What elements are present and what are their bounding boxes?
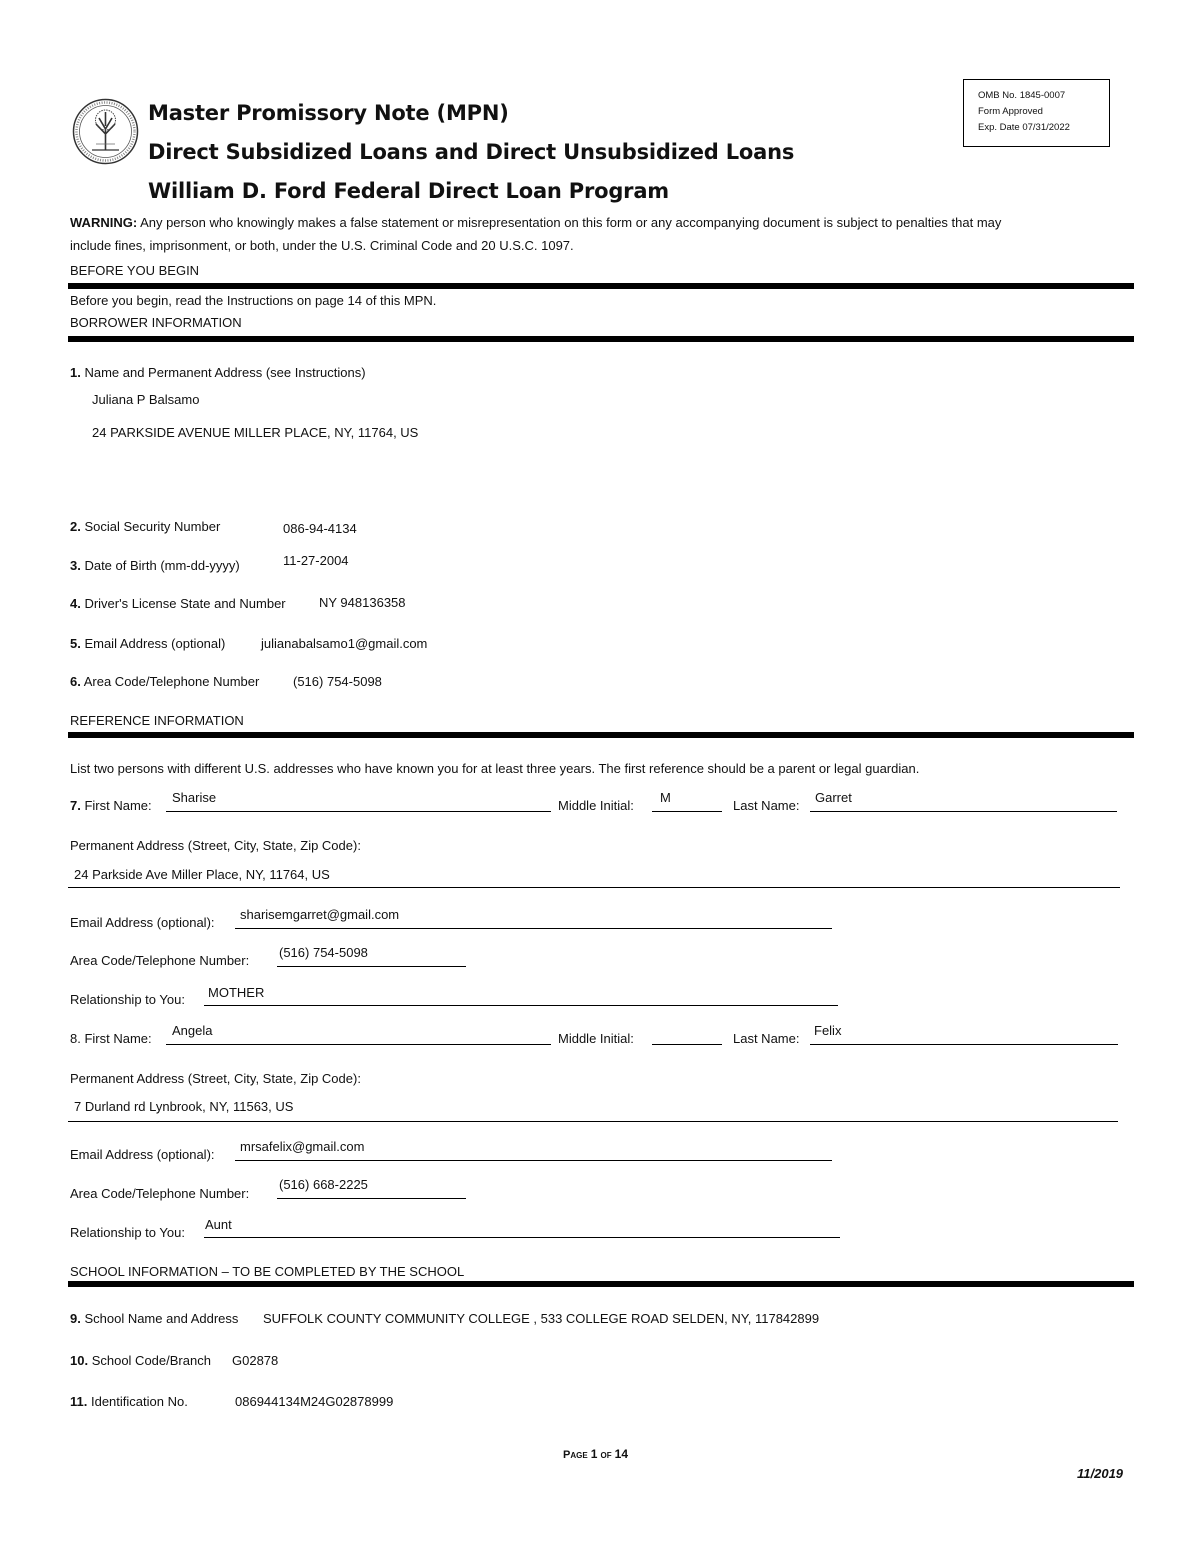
ref1-last-name-field[interactable]: Garret: [815, 790, 852, 805]
ref1-address-line: [68, 887, 1120, 888]
item-3-label: 3. Date of Birth (mm-dd-yyyy): [70, 558, 240, 573]
warning-line2: include fines, imprisonment, or both, under the U.S. Criminal Code and 20 U.S.C. 1097.: [70, 238, 574, 253]
ref2-relationship-label: Relationship to You:: [70, 1225, 185, 1240]
item-5-label: 5. Email Address (optional): [70, 636, 226, 651]
borrower-address[interactable]: 24 PARKSIDE AVENUE MILLER PLACE, NY, 11764, US: [92, 425, 419, 440]
item-1-label: 1. Name and Permanent Address (see Instructions): [70, 365, 366, 380]
borrower-name[interactable]: Juliana P Balsamo: [92, 392, 200, 407]
ref2-relationship-field[interactable]: Aunt: [205, 1217, 232, 1232]
ref2-relationship-line: [204, 1237, 840, 1238]
item-11-label: 11. Identification No.: [70, 1394, 188, 1409]
ref1-mi-field[interactable]: M: [660, 790, 671, 805]
ref2-address-line: [68, 1121, 1118, 1122]
ref2-address-field[interactable]: 7 Durland rd Lynbrook, NY, 11563, US: [74, 1099, 294, 1114]
ref1-relationship-label: Relationship to You:: [70, 992, 185, 1007]
ref1-phone-field[interactable]: (516) 754-5098: [279, 945, 368, 960]
ref2-last-name-line: [810, 1044, 1118, 1045]
section-rule: [68, 1281, 1134, 1287]
ref1-phone-line: [277, 966, 466, 967]
ref1-first-name-line: [166, 811, 551, 812]
ref1-mi-label: Middle Initial:: [558, 798, 634, 813]
ref2-email-field[interactable]: mrsafelix@gmail.com: [240, 1139, 365, 1154]
ref2-phone-label: Area Code/Telephone Number:: [70, 1186, 250, 1201]
ref2-address-label: Permanent Address (Street, City, State, Zip Code):: [70, 1071, 361, 1086]
ref2-phone-field[interactable]: (516) 668-2225: [279, 1177, 368, 1192]
section-heading-borrower: BORROWER INFORMATION: [70, 315, 242, 330]
ref1-address-label: Permanent Address (Street, City, State, Zip Code):: [70, 838, 361, 853]
ref2-phone-line: [277, 1198, 466, 1199]
ref2-first-name-label: 8. First Name:: [70, 1031, 152, 1046]
drivers-license-field[interactable]: NY 948136358: [319, 595, 406, 610]
expiration-date: Exp. Date 07/31/2022: [978, 122, 1070, 133]
ref2-email-line: [235, 1160, 832, 1161]
identification-number-field[interactable]: 086944134M24G02878999: [235, 1394, 394, 1409]
page-number: Page 1 of 14: [563, 1447, 629, 1461]
item-9-label: 9. School Name and Address: [70, 1311, 239, 1326]
email-field[interactable]: julianabalsamo1@gmail.com: [261, 636, 428, 651]
ref1-first-name-field[interactable]: Sharise: [172, 790, 217, 805]
phone-field[interactable]: (516) 754-5098: [293, 674, 382, 689]
ref1-mi-line: [652, 811, 722, 812]
ref2-mi-label: Middle Initial:: [558, 1031, 634, 1046]
dob-field[interactable]: 11-27-2004: [283, 553, 349, 568]
ref1-email-line: [235, 928, 832, 929]
ref1-relationship-line: [204, 1005, 838, 1006]
before-you-begin-text: Before you begin, read the Instructions on page 14 of this MPN.: [70, 293, 437, 308]
item-2-label: 2. Social Security Number: [70, 519, 221, 534]
form-title: Master Promissory Note (MPN): [148, 101, 509, 125]
section-rule: [68, 283, 1134, 289]
ref1-address-field[interactable]: 24 Parkside Ave Miller Place, NY, 11764, US: [74, 867, 330, 882]
omb-box: [963, 79, 1110, 147]
item-10-label: 10. School Code/Branch: [70, 1353, 211, 1368]
ref2-first-name-line: [166, 1044, 551, 1045]
ref2-first-name-field[interactable]: Angela: [172, 1023, 213, 1038]
item-4-label: 4. Driver's License State and Number: [70, 596, 286, 611]
ref2-last-name-field[interactable]: Felix: [814, 1023, 842, 1038]
warning-text: Any person who knowingly makes a false statement or misrepresentation on this form or any accompanying document is subject to penalties that may: [137, 215, 1002, 230]
ref1-last-name-line: [810, 811, 1117, 812]
section-rule: [68, 336, 1134, 342]
ssn-field[interactable]: 086-94-4134: [283, 521, 357, 536]
ref1-email-label: Email Address (optional):: [70, 915, 215, 930]
form-approved: Form Approved: [978, 106, 1043, 117]
section-heading-reference: REFERENCE INFORMATION: [70, 713, 244, 728]
warning-label: WARNING:: [70, 215, 138, 230]
section-rule: [68, 732, 1134, 738]
program-title: William D. Ford Federal Direct Loan Program: [148, 179, 669, 203]
department-seal-icon: [72, 98, 139, 165]
ref1-first-name-label: 7. First Name:: [70, 798, 152, 813]
school-code-field[interactable]: G02878: [232, 1353, 279, 1368]
warning-line1: [70, 215, 1001, 230]
item-6-label: 6. Area Code/Telephone Number: [70, 674, 260, 689]
form-revision-date: 11/2019: [1077, 1466, 1124, 1481]
ref1-relationship-field[interactable]: MOTHER: [208, 985, 265, 1000]
school-name-address-field[interactable]: SUFFOLK COUNTY COMMUNITY COLLEGE , 533 COLLEGE ROAD SELDEN, NY, 117842899: [263, 1311, 820, 1326]
reference-intro: List two persons with different U.S. addresses who have known you for at least three years. The first reference should be a parent or legal guardian.: [70, 761, 920, 776]
ref2-mi-line: [652, 1044, 722, 1045]
ref2-last-name-label: Last Name:: [733, 1031, 800, 1046]
ref1-email-field[interactable]: sharisemgarret@gmail.com: [240, 907, 400, 922]
ref2-email-label: Email Address (optional):: [70, 1147, 215, 1162]
omb-number: OMB No. 1845-0007: [978, 90, 1066, 101]
section-heading-before: BEFORE YOU BEGIN: [70, 263, 200, 278]
ref1-phone-label: Area Code/Telephone Number:: [70, 953, 250, 968]
form-subtitle: Direct Subsidized Loans and Direct Unsubsidized Loans: [148, 140, 795, 164]
ref1-last-name-label: Last Name:: [733, 798, 800, 813]
section-heading-school: SCHOOL INFORMATION – TO BE COMPLETED BY THE SCHOOL: [70, 1264, 465, 1279]
